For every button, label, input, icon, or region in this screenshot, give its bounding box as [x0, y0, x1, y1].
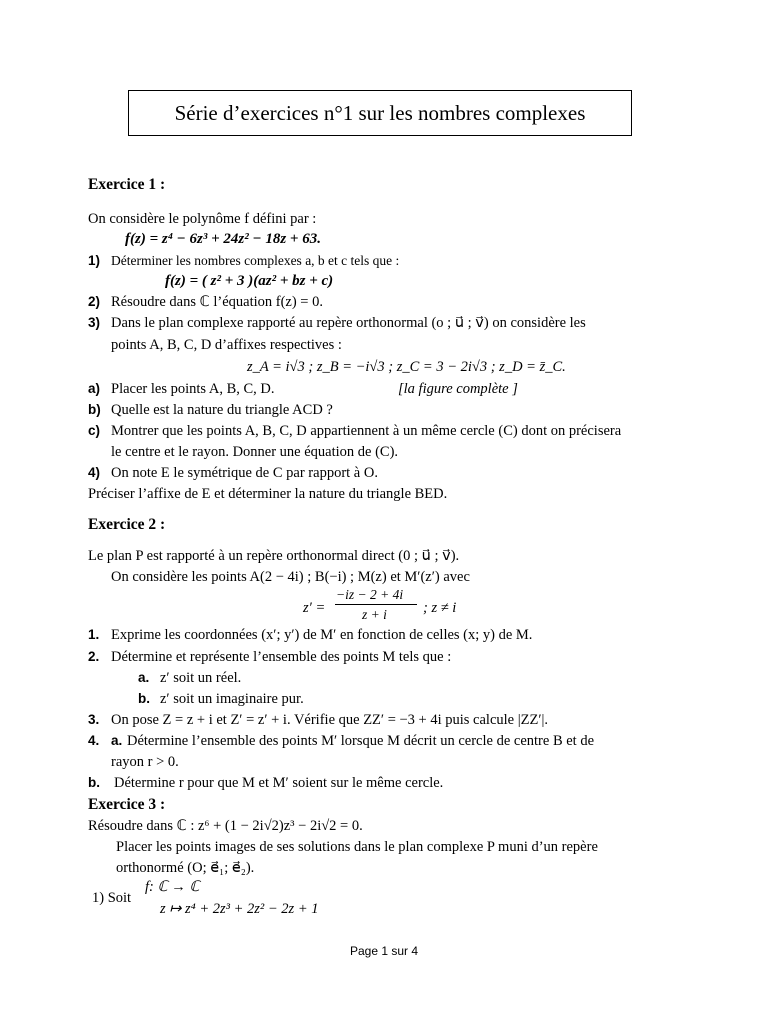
ex1-q2-number: 2): [88, 294, 101, 309]
ex3-q1-label: 1) Soit: [92, 890, 132, 906]
ex1-q1-equation: f(z) = ( z² + 3 )(az² + bz + c): [165, 273, 334, 289]
ex3-q1-mapping: z ↦ z⁴ + 2z³ + 2z² − 2z + 1: [160, 901, 319, 917]
document-title: Série d’exercices n°1 sur les nombres complexes: [128, 90, 632, 136]
ex2-eq-numerator: −iz − 2 + 4i: [336, 587, 404, 602]
ex1-q4-number: 4): [88, 465, 101, 480]
ex1-qc-number: c): [88, 423, 101, 438]
ex2-q4-line1: Détermine l’ensemble des points M′ lorsque M décrit un cercle de centre B et de: [127, 733, 595, 749]
ex2-q4-sub-a: a.: [111, 733, 123, 748]
ex2-q1-number: 1.: [88, 627, 100, 642]
ex1-polynomial: f(z) = z⁴ − 6z³ + 24z² − 18z + 63.: [125, 231, 321, 247]
ex2-q2b-text: z′ soit un imaginaire pur.: [160, 691, 304, 707]
ex2-q4-line2: rayon r > 0.: [111, 754, 179, 770]
ex1-q3-line2: points A, B, C, D d’affixes respectives :: [111, 337, 342, 353]
exercise-2-heading: Exercice 2 :: [88, 516, 166, 533]
page-footer: Page 1 sur 4: [349, 944, 419, 958]
ex3-line2: Placer les points images de ses solutions dans le plan complexe P muni d’un repère: [116, 839, 598, 855]
ex2-q2-text: Détermine et représente l’ensemble des points M tels que :: [111, 649, 452, 665]
ex1-qb-number: b): [88, 402, 101, 417]
ex1-q4-text: On note E le symétrique de C par rapport à O.: [111, 465, 378, 481]
ex1-q1-text: Déterminer les nombres complexes a, b et c tels que :: [111, 253, 400, 268]
ex3-line3: orthonormé (O; e⃗₁; e⃗₂).: [116, 860, 255, 876]
ex2-q1-text: Exprime les coordonnées (x′; y′) de M′ en fonction de celles (x; y) de M.: [111, 627, 533, 643]
ex1-qc-line2: le centre et le rayon. Donner une équation de (C).: [111, 444, 399, 460]
ex2-q4b-text: Détermine r pour que M et M′ soient sur le même cercle.: [114, 775, 444, 791]
ex2-eq-condition: ; z ≠ i: [423, 600, 457, 616]
ex2-q4b-number: b.: [88, 775, 100, 790]
ex2-eq-lhs: z′ =: [303, 600, 326, 616]
ex1-q4-followup: Préciser l’affixe de E et déterminer la nature du triangle BED.: [88, 486, 448, 502]
ex1-qb-text: Quelle est la nature du triangle ACD ?: [111, 402, 333, 418]
ex1-qa-number: a): [88, 381, 101, 396]
ex1-intro: On considère le polynôme f défini par :: [88, 211, 317, 227]
ex1-qa-note: [la figure complète ]: [398, 381, 518, 397]
exercise-1-heading: Exercice 1 :: [88, 176, 166, 193]
ex2-q3-text: On pose Z = z + i et Z′ = z′ + i. Vérifie que ZZ′ = −3 + 4i puis calcule |ZZ′|.: [111, 712, 549, 728]
ex2-q4-number: 4.: [88, 733, 100, 748]
ex1-q3-line1: Dans le plan complexe rapporté au repère orthonormal (o ; u⃗ ; v⃗) on considère les: [111, 315, 586, 331]
ex2-q2a-text: z′ soit un réel.: [160, 670, 242, 686]
ex2-q2-number: 2.: [88, 649, 100, 664]
ex1-q1-number: 1): [88, 253, 101, 268]
ex2-points: On considère les points A(2 − 4i) ; B(−i) ; M(z) et M′(z′) avec: [111, 569, 470, 585]
ex1-qc-line1: Montrer que les points A, B, C, D appartiennent à un même cercle (C) dont on précisera: [111, 423, 622, 439]
ex1-q3-affixes: z_A = i√3 ; z_B = −i√3 ; z_C = 3 − 2i√3 ; z_D = z̄_C.: [247, 359, 566, 375]
ex2-eq-fraction-bar: [335, 604, 417, 605]
ex2-q3-number: 3.: [88, 712, 100, 727]
ex1-q3-number: 3): [88, 315, 101, 330]
ex2-intro: Le plan P est rapporté à un repère orthonormal direct (0 ; u⃗ ; v⃗).: [88, 548, 460, 564]
ex3-equation: Résoudre dans ℂ : z⁶ + (1 − 2i√2)z³ − 2i√2 = 0.: [88, 818, 363, 834]
ex1-q2-text: Résoudre dans ℂ l’équation f(z) = 0.: [111, 294, 323, 310]
ex2-q2a-number: a.: [138, 670, 150, 685]
ex3-q1-function: f: ℂ → ℂ: [145, 879, 200, 895]
ex2-eq-denominator: z + i: [362, 607, 387, 622]
ex2-q2b-number: b.: [138, 691, 150, 706]
exercise-3-heading: Exercice 3 :: [88, 796, 166, 813]
ex1-qa-text: Placer les points A, B, C, D.: [111, 381, 275, 397]
